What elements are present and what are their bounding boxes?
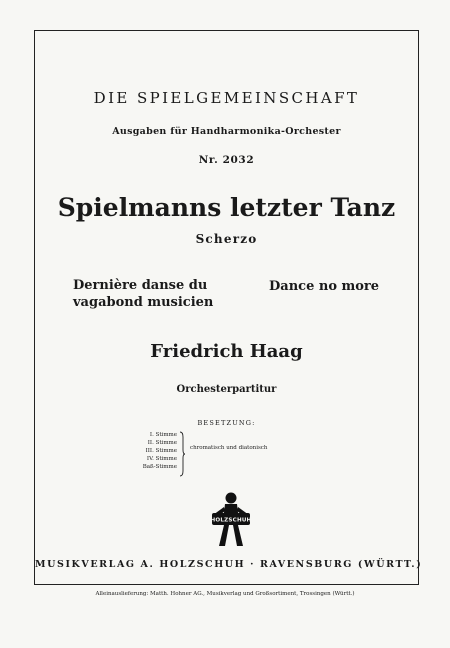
publisher-line: MUSIKVERLAG A. HOLZSCHUH · RAVENSBURG (WÜRTT.) (35, 559, 423, 570)
english-title: Dance no more (269, 279, 380, 294)
cover-frame (34, 30, 423, 585)
french-title-line-1: Dernière danse du (73, 278, 208, 293)
part-item: I. Stimme (149, 432, 177, 438)
instrumentation-label: BESETZUNG: (197, 419, 256, 427)
part-item: Baß-Stimme (142, 464, 177, 470)
work-title: Spielmanns letzter Tanz (57, 193, 396, 222)
accordion-player-logo-icon (210, 491, 252, 549)
parts-note: chromatisch und diatonisch (190, 445, 268, 451)
brace-icon (179, 431, 185, 477)
parts-list (125, 431, 177, 471)
french-title-line-2: vagabond musicien (73, 295, 214, 310)
work-subtitle: Scherzo (195, 232, 258, 246)
svg-text:HOLZSCHUH: HOLZSCHUH (210, 517, 252, 524)
part-item: II. Stimme (147, 440, 177, 446)
part-item: IV. Stimme (146, 456, 177, 462)
score-type: Orchesterpartitur (176, 384, 277, 395)
footer-distribution-note: Alleinauslieferung: Matth. Hohner AG., Musikverlag und Großsortiment, Trossingen (Württ.) (95, 591, 355, 597)
catalog-number: Nr. 2032 (198, 154, 255, 166)
french-title (73, 277, 213, 311)
series-title: DIE SPIELGEMEINSCHAFT (93, 89, 360, 107)
edition-subtitle: Ausgaben für Handharmonika-Orchester (112, 126, 341, 137)
composer-name: Friedrich Haag (150, 341, 303, 362)
part-item: III. Stimme (145, 448, 177, 454)
